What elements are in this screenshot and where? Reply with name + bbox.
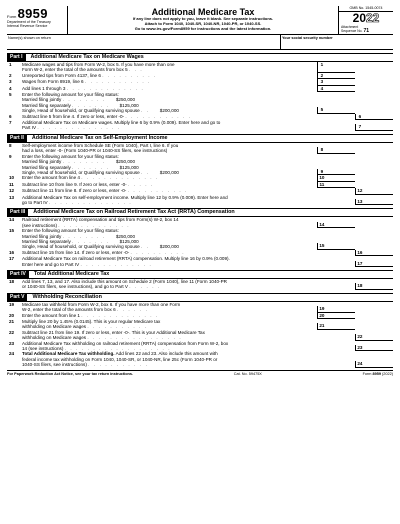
- line-10: 10 Enter the amount from line 4 . . . . . . . . . . . . . . 10: [7, 175, 393, 181]
- line-18: 18 Add lines 7, 13, and 17. Also include this amount on Schedule 2 (Form 1040), line 11 (Form 1040-PR or 1040-SS filers, see instructions), and go to Part V . . . . . . 18: [7, 279, 393, 290]
- line-17: 17 Additional Medicare Tax on railroad retirement (RRTA) compensation. Multiply line 16 by 0.9% (0.009). Enter here and go to Part IV . . . . . . . . . . . . . 17: [7, 256, 393, 267]
- form-header: [7, 6, 393, 35]
- line-19: 19 Medicare tax withheld from Form W-2, box 6. If you have more than one Form W-2, enter the total of the amounts from box 6 . . . . . . 19: [7, 302, 393, 313]
- form-8959: [7, 6, 393, 377]
- form-title: Additional Medicare Tax: [151, 7, 255, 17]
- part-tag: Part IV: [7, 271, 29, 278]
- subtitle-1: If any line does not apply to you, leave it blank. See separate instructions.: [132, 16, 274, 21]
- line-20: 20 Enter the amount from line 1 . . . . . . . . . . . . . . 20: [7, 313, 393, 319]
- line-23: 23 Additional Medicare Tax withholding on railroad retirement (RRTA) compensation from Form W-2, box 14 (see instructions) . . . . . . . . . . . . . . . . . . . 23: [7, 341, 393, 352]
- name-row: [7, 35, 393, 50]
- line-8: 8 Self-employment income from Schedule SE (Form 1040), Part I, line 6. If you had a loss, enter -0- (Form 1040-PR or 1040-SS filers, see instructions) 8: [7, 143, 393, 154]
- line-13: 13 Additional Medicare Tax on self-employment income. Multiply line 12 by 0.9% (0.009). Enter here and go to Part IV . . . . . . . . . . . . . . . 13: [7, 195, 393, 206]
- part-title: Withholding Reconciliation: [32, 293, 102, 300]
- part-tag: Part II: [7, 135, 27, 142]
- line-7: 7 Additional Medicare Tax on Medicare wages. Multiply line 6 by 0.9% (0.009). Enter here and go to Part IV . . . . . . . . . . . . . . . 7: [7, 120, 393, 131]
- form-id-block: [7, 6, 68, 34]
- line-14: 14 Railroad retirement (RRTA) compensation and tips from Form(s) W-2, box 14 (see instructions) . . . . . . . . . . . . . 14: [7, 217, 393, 228]
- form-footer: [7, 370, 393, 377]
- dept-line2: Internal Revenue Service: [7, 24, 48, 29]
- part-tag: Part III: [7, 209, 28, 216]
- line-1: 1 Medicare wages and tips from Form W-2, box 5. If you have more than one Form W-2, enter the total of the amounts from box 5 . . . 1: [7, 62, 393, 73]
- line-15: 15 Enter the following amount for your filing status: Married filing jointly . . . . . . . . $250,000 Married filing separately . . . . . . . $125,000 Single, Head of household, or Qualifying surviving spouse . . $200,000 15: [7, 228, 393, 250]
- line-3: 3 Wages from Form 8919, line 6 . . . . . . . . . . . . 3: [7, 79, 393, 85]
- attachment-seq: Attachment Sequence No. 71: [341, 25, 370, 34]
- line-2: 2 Unreported tips from Form 4137, line 6 . . . . . . . . . . 2: [7, 73, 393, 79]
- line-9: 9 Enter the following amount for your filing status: Married filing jointly . . . . . . . . $250,000 Married filing separately . . . . . . . $125,000 Single, Head of household, or Qualifying surviving spouse . . $200,000 9: [7, 154, 393, 176]
- line-5: 5 Enter the following amount for your filing status: Married filing jointly . . . . . . . . $250,000 Married filing separately . . . . . . . $125,000 Single, Head of household, or Qualifying surviving spouse . . $200,000 5: [7, 92, 393, 114]
- paperwork-notice: For Paperwork Reduction Act Notice, see your tax return instructions.: [7, 371, 134, 376]
- line-11: 11 Subtract line 10 from line 9. If zero or less, enter -0- . . . . . 11: [7, 182, 393, 188]
- subtitle-2: Attach to Form 1040, 1040-SR, 1040-NR, 1040-PR, or 1040-SS.: [144, 20, 262, 26]
- part-title: Additional Medicare Tax on Railroad Retirement Tax Act (RRTA) Compensation: [33, 209, 235, 216]
- subtitle-3: Go to www.irs.gov/Form8959 for instructions and the latest information.: [134, 25, 272, 31]
- part-tag: Part I: [7, 54, 26, 61]
- part-title: Total Additional Medicare Tax: [33, 270, 110, 277]
- form-label: Form: [7, 14, 17, 19]
- line-12: 12 Subtract line 11 from line 8. If zero or less, enter -0- . . . . . . . . . . . 12: [7, 188, 393, 194]
- tax-year: 2022: [352, 11, 380, 25]
- omb-number: OMB No. 1545-0074: [339, 6, 393, 12]
- form-number: 8959: [17, 6, 48, 21]
- line-16: 16 Subtract line 15 from line 14. If zero or less, enter -0- . . . . . . . . . . 16: [7, 250, 393, 256]
- part-3-header: [7, 208, 393, 217]
- ssn-field[interactable]: Your social security number: [280, 35, 393, 49]
- line-24: 24 Total Additional Medicare Tax withholding. Add lines 22 and 23. Also include this amount with federal income tax withholding on Form 1040, 1040-SR, or 1040-NR, line 25c (Form 1040-PR or 1040-SS filers, see instructions) . . . . . . . . . . . 24: [7, 351, 393, 367]
- line-22: 22 Subtract line 21 from line 19. If zero or less, enter -0-. This is your Additional Medicare Tax withholding on Medicare wages . . . . . . . . . . . . . . . . . 22: [7, 330, 393, 341]
- part-2-header: [7, 134, 393, 143]
- dept-line1: Department of the Treasury: [7, 20, 51, 24]
- part-5-header: [7, 293, 393, 302]
- line-6: 6 Subtract line 5 from line 4. If zero or less, enter -0- . . . . . . . . . . . . 6: [7, 114, 393, 120]
- line-4: 4 Add lines 1 through 3 . . . . . . . . . . . . . . 4: [7, 86, 393, 92]
- name-field[interactable]: Name(s) shown on return: [8, 36, 51, 40]
- line-21: 21 Multiply line 20 by 1.45% (0.0145). This is your regular Medicare tax withholding on Medicare wages . . . . . . . . . . . 21: [7, 319, 393, 330]
- part-title: Additional Medicare Tax on Medicare Wages: [30, 53, 144, 60]
- omb-block: [338, 6, 393, 34]
- cat-number: Cat. No. 59475X: [233, 371, 262, 376]
- part-1-header: [7, 53, 393, 62]
- part-4-header: [7, 270, 393, 279]
- form-title-block: [68, 6, 338, 34]
- part-title: Additional Medicare Tax on Self-Employment Income: [31, 134, 168, 141]
- footer-form-id: Form 8959 (2022): [362, 371, 393, 376]
- part-tag: Part V: [7, 294, 27, 301]
